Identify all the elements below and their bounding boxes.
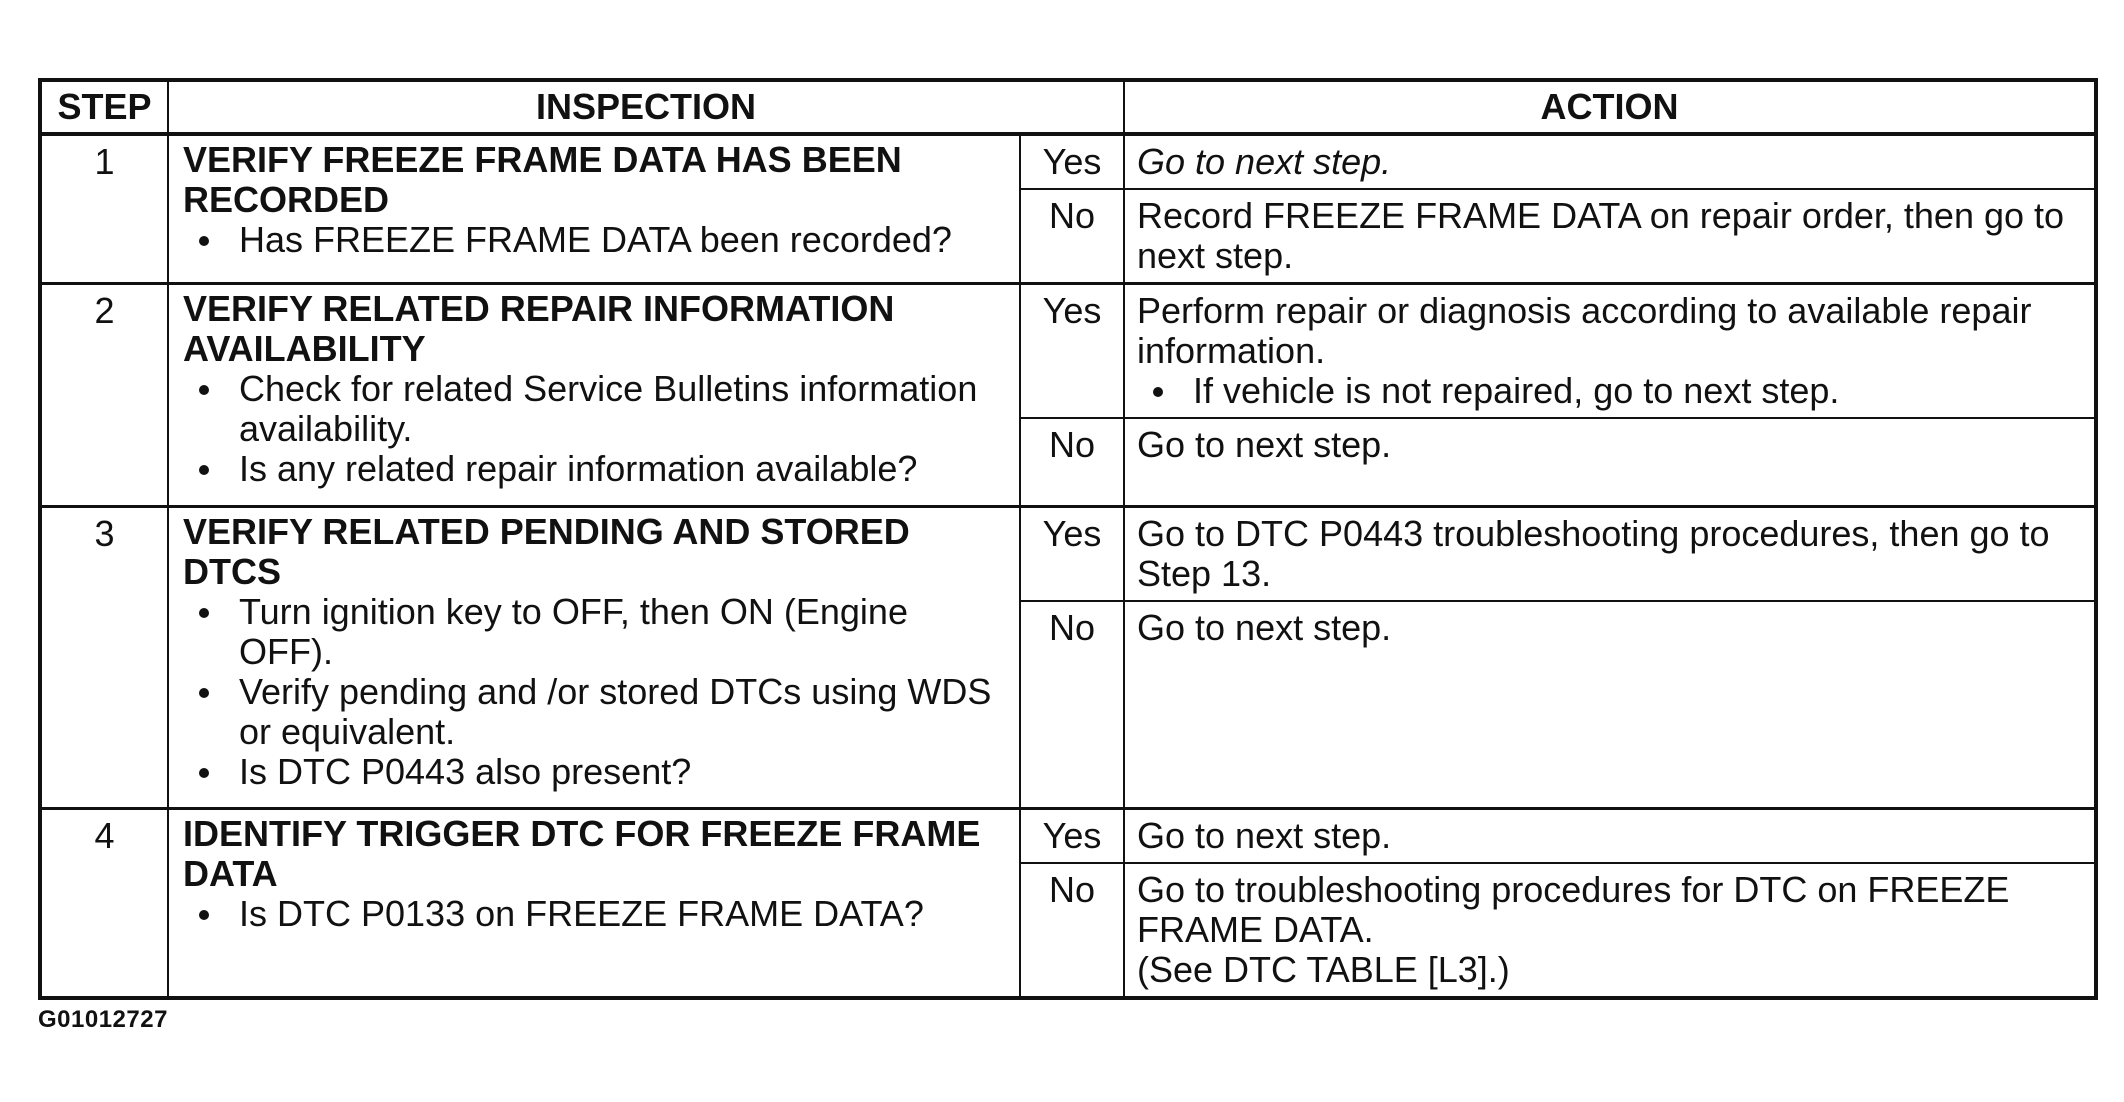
inspection-cell (168, 809, 1020, 999)
inspection-title: VERIFY RELATED REPAIR INFORMATION AVAILABILITY (183, 288, 895, 369)
no-label: No (1020, 601, 1124, 809)
action-bullet: If vehicle is not repaired, go to next step. (1137, 371, 2082, 411)
yes-action (1124, 134, 2096, 189)
step-number: 2 (40, 284, 168, 507)
yes-action-text: Perform repair or diagnosis according to available repair information. (1137, 290, 2032, 371)
inspection-bullets (183, 369, 1005, 489)
no-label: No (1020, 863, 1124, 998)
inspection-bullet: Is any related repair information available? (183, 449, 1005, 489)
table-row (40, 134, 2096, 189)
step-number: 1 (40, 134, 168, 284)
action-bullets (1137, 371, 2082, 411)
inspection-bullet: Check for related Service Bulletins information availability. (183, 369, 1005, 449)
no-label: No (1020, 189, 1124, 284)
inspection-bullet: Verify pending and /or stored DTCs using WDS or equivalent. (183, 672, 1005, 752)
yes-action: Go to DTC P0443 troubleshooting procedures, then go to Step 13. (1124, 506, 2096, 601)
step-number: 4 (40, 809, 168, 999)
inspection-cell (168, 134, 1020, 284)
inspection-bullet: Is DTC P0443 also present? (183, 752, 1005, 792)
inspection-bullet: Has FREEZE FRAME DATA been recorded? (183, 220, 1005, 260)
header-action: ACTION (1124, 80, 2096, 134)
inspection-title: IDENTIFY TRIGGER DTC FOR FREEZE FRAME DATA (183, 813, 981, 894)
inspection-bullets (183, 220, 1005, 260)
step-number: 3 (40, 506, 168, 809)
no-action: Go to next step. (1124, 418, 2096, 506)
inspection-title: VERIFY FREEZE FRAME DATA HAS BEEN RECORDED (183, 139, 902, 220)
figure-id: G01012727 (38, 1006, 168, 1033)
header-inspection: INSPECTION (168, 80, 1124, 134)
no-action (1124, 863, 2096, 998)
no-action-text: Go to troubleshooting procedures for DTC on FREEZE FRAME DATA. (1137, 869, 2010, 950)
inspection-bullet: Is DTC P0133 on FREEZE FRAME DATA? (183, 894, 1005, 934)
table-row (40, 809, 2096, 864)
no-action-reference: (See DTC TABLE [L3].) (1137, 949, 1510, 990)
yes-label: Yes (1020, 809, 1124, 864)
table-row (40, 506, 2096, 601)
inspection-bullets (183, 592, 1005, 792)
table-row (40, 284, 2096, 419)
yes-action: Go to next step. (1124, 809, 2096, 864)
inspection-title: VERIFY RELATED PENDING AND STORED DTCS (183, 510, 910, 592)
yes-label: Yes (1020, 506, 1124, 601)
no-action: Go to next step. (1124, 601, 2096, 809)
inspection-bullets (183, 894, 1005, 934)
inspection-cell (168, 284, 1020, 507)
no-label: No (1020, 418, 1124, 506)
inspection-bullet: Turn ignition key to OFF, then ON (Engine OFF). (183, 592, 1005, 672)
yes-action-text: Go to next step. (1137, 141, 1392, 182)
yes-action (1124, 284, 2096, 419)
header-step: STEP (40, 80, 168, 134)
diagnostic-table (38, 78, 2098, 1000)
inspection-cell (168, 506, 1020, 809)
no-action: Record FREEZE FRAME DATA on repair order, then go to next step. (1124, 189, 2096, 284)
yes-label: Yes (1020, 134, 1124, 189)
yes-label: Yes (1020, 284, 1124, 419)
header-row (40, 80, 2096, 134)
